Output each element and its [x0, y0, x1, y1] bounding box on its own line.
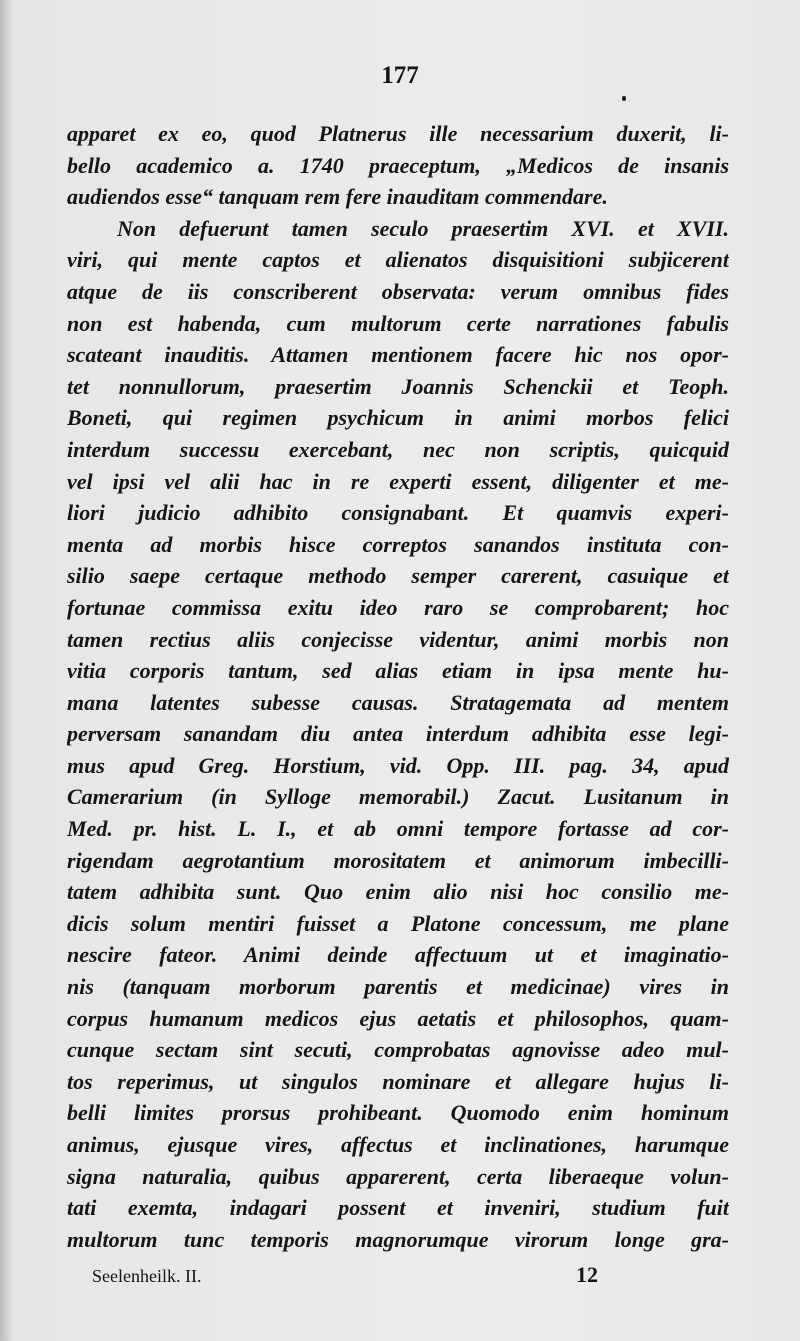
text-line: nescire fateor. Animi deinde affectuum ut et imaginatio-	[67, 942, 729, 968]
text-line: interdum successu exercebant, nec non scriptis, quicquid	[67, 436, 729, 462]
text-line: audiendos esse“ tanquam rem fere inauditam commendare.	[67, 184, 608, 210]
text-line: Non defuerunt tamen seculo praesertim XVI. et XVII.	[117, 215, 729, 241]
text-line: atque de iis conscriberent observata: verum omnibus fides	[67, 278, 729, 304]
text-line: silio saepe certaque methodo semper carerent, casuique et	[67, 563, 729, 589]
text-line: multorum tunc temporis magnorumque virorum longe gra-	[67, 1226, 729, 1252]
text-line: tamen rectius aliis conjecisse videntur, animi morbis non	[67, 626, 729, 652]
text-line: menta ad morbis hisce correptos sanandos instituta con-	[67, 531, 729, 557]
text-line: dicis solum mentiri fuisset a Platone concessum, me plane	[67, 910, 729, 936]
text-line: tos reperimus, ut singulos nominare et allegare hujus li-	[67, 1068, 729, 1094]
sheet-number: 12	[576, 1262, 598, 1287]
text-line: liori judicio adhibito consignabant. Et quamvis experi-	[67, 500, 729, 526]
text-line: scateant inauditis. Attamen mentionem facere hic nos opor-	[67, 342, 729, 368]
text-line: vitia corporis tantum, sed alias etiam in ipsa mente hu-	[67, 658, 729, 684]
text-line: non est habenda, cum multorum certe narrationes fabulis	[67, 310, 729, 336]
text-line: animus, ejusque vires, affectus et inclinationes, harumque	[67, 1132, 729, 1157]
text-line: cunque sectam sint secuti, comprobatas agnovisse adeo mul-	[67, 1037, 729, 1063]
text-line: mana latentes subesse causas. Stratagemata ad mentem	[67, 689, 729, 715]
text-line: viri, qui mente captos et alienatos disquisitioni subjicerent	[67, 247, 729, 273]
text-line: mus apud Greg. Horstium, vid. Opp. III. pag. 34, apud	[67, 752, 729, 778]
text-line: bello academico a. 1740 praeceptum, „Medicos de insanis	[67, 152, 729, 178]
body-text	[67, 118, 729, 1255]
text-line: tati exemta, indagari possent et inveniri, studium fuit	[67, 1195, 729, 1221]
text-line: rigendam aegrotantium morositatem et animorum imbecilli-	[67, 847, 729, 873]
text-line: nis (tanquam morborum parentis et medicinae) vires in	[67, 974, 729, 1000]
text-line: tet nonnullorum, praesertim Joannis Schenckii et Teoph.	[67, 373, 729, 399]
text-line: Med. pr. hist. L. I., et ab omni tempore fortasse ad cor-	[67, 816, 729, 842]
text-line: perversam sanandam diu antea interdum adhibita esse legi-	[67, 721, 729, 747]
text-line: Boneti, qui regimen psychicum in animi morbos felici	[67, 405, 729, 431]
ink-speck	[622, 96, 626, 101]
text-line: vel ipsi vel alii hac in re experti essent, diligenter et me-	[67, 468, 729, 494]
text-line: fortunae commissa exitu ideo raro se comprobarent; hoc	[67, 594, 729, 620]
text-line: belli limites prorsus prohibeant. Quomodo enim hominum	[67, 1100, 729, 1126]
text-line: tatem adhibita sunt. Quo enim alio nisi hoc consilio me-	[67, 879, 729, 905]
page-number: 177	[381, 62, 419, 89]
text-line: corpus humanum medicos ejus aetatis et philosophos, quam-	[67, 1005, 729, 1031]
signature-mark: Seelenheilk. II.	[92, 1266, 202, 1286]
text-line: Camerarium (in Sylloge memorabil.) Zacut. Lusitanum in	[67, 784, 729, 810]
text-line: signa naturalia, quibus apparerent, certa liberaeque volun-	[67, 1163, 729, 1189]
text-line: apparet ex eo, quod Platnerus ille necessarium duxerit, li-	[67, 121, 729, 146]
